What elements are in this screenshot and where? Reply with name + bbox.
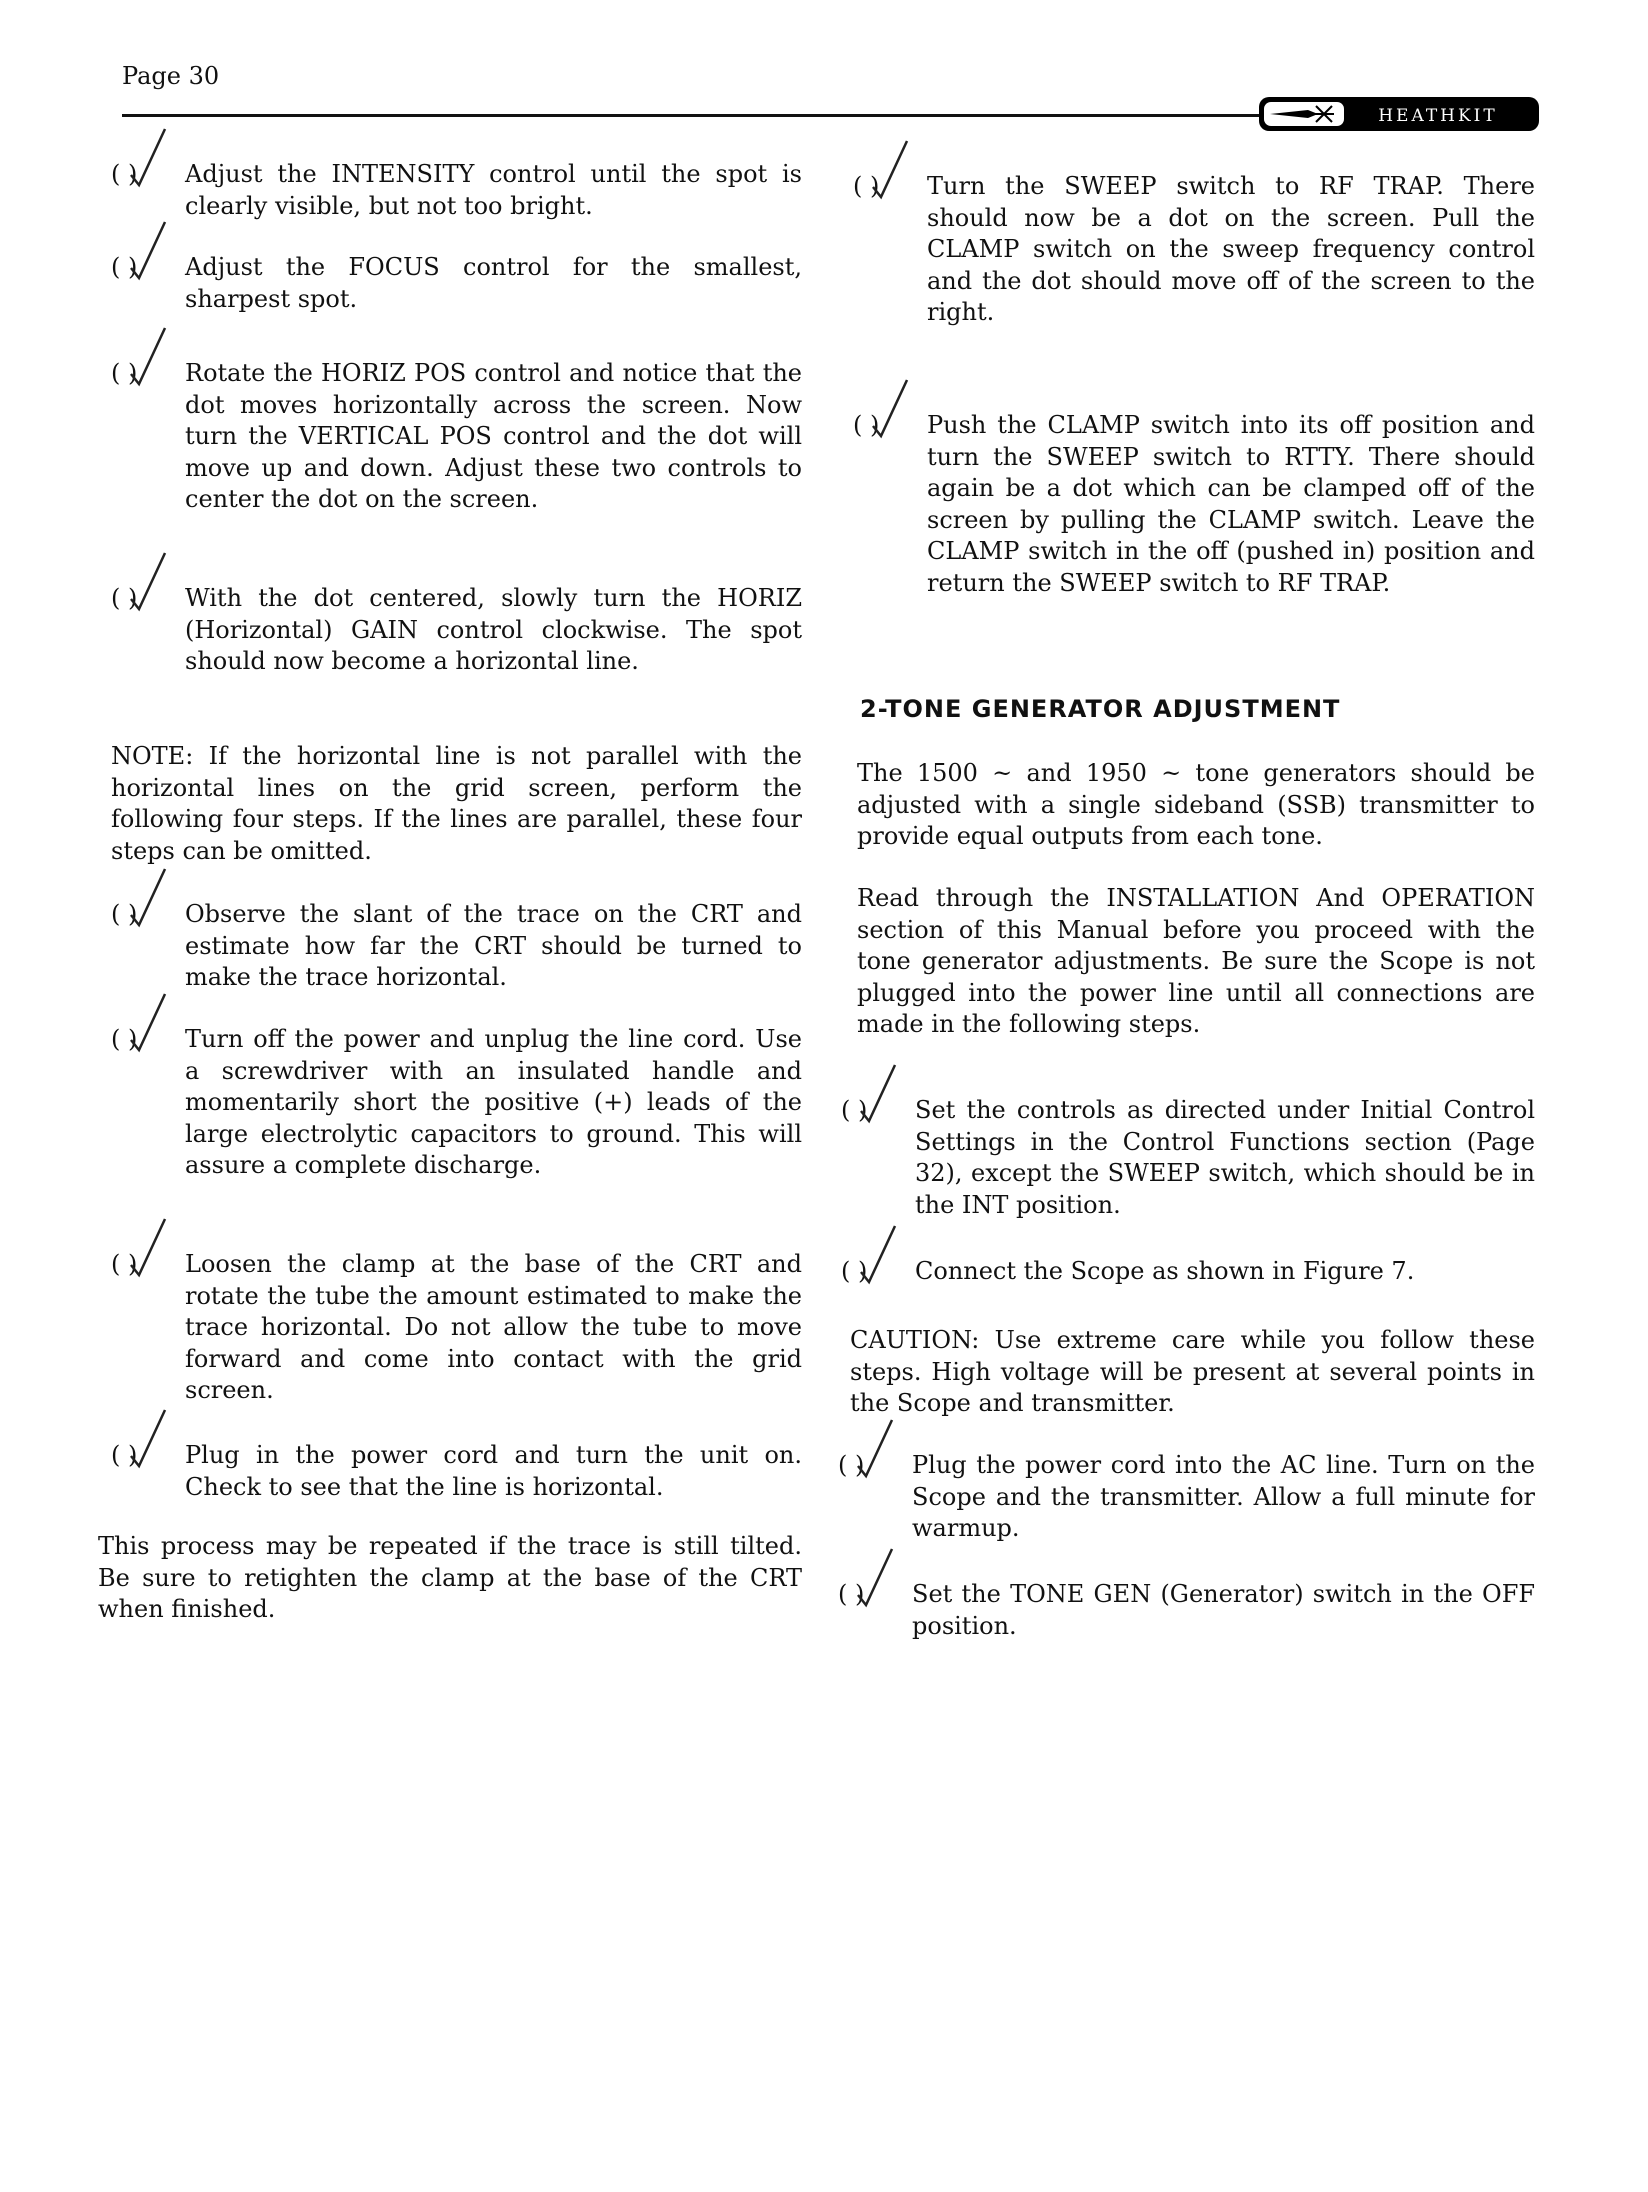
checkmark-icon — [119, 1406, 169, 1472]
step-text: Turn off the power and unplug the line cord. Use a screwdriver with an insulated handle and momentarily short the positive (+) leads of the large electrolytic capacitors to ground. This will assure a complete discharge. — [185, 1025, 802, 1179]
intro-paragraph: The 1500 ~ and 1950 ~ tone generators should be adjusted with a single sideband (SSB) transmitter to provide equal outputs from each tone. — [857, 759, 1535, 850]
closing-paragraph: This process may be repeated if the trace is still tilted. Be sure to retighten the clamp at the base of the CRT when finished. — [98, 1532, 802, 1623]
checkbox[interactable]: ( ) — [111, 584, 138, 612]
step-text: Set the TONE GEN (Generator) switch in the OFF position. — [912, 1580, 1535, 1640]
heathkit-logo — [1258, 96, 1540, 132]
checkmark-icon — [119, 549, 169, 615]
checkbox[interactable]: ( ) — [111, 1025, 138, 1053]
checkbox[interactable]: ( ) — [853, 411, 880, 439]
step-text: Plug the power cord into the AC line. Turn on the Scope and the transmitter. Allow a full minute for warmup. — [912, 1451, 1535, 1542]
checkbox[interactable]: ( ) — [111, 1441, 138, 1469]
checkmark-icon — [119, 990, 169, 1056]
checkbox[interactable]: ( ) — [111, 160, 138, 188]
step-text: Set the controls as directed under Initial Control Settings in the Control Functions section (Page 32), except the SWEEP switch, which should be in the INT position. — [915, 1096, 1535, 1219]
step-turn-off-power — [111, 1024, 802, 1182]
checkmark-icon — [861, 137, 911, 203]
step-tone-gen-off — [838, 1579, 1535, 1642]
caution-paragraph: CAUTION: Use extreme care while you follow these steps. High voltage will be present at several points in the Scope and transmitter. — [850, 1326, 1535, 1417]
checkbox[interactable]: ( ) — [111, 253, 138, 281]
checkmark-icon — [849, 1061, 899, 1127]
step-connect-scope — [841, 1256, 1535, 1288]
step-text: With the dot centered, slowly turn the HORIZ (Horizontal) GAIN control clockwise. The spot should now become a horizontal line. — [185, 584, 802, 675]
step-plug-in-check — [111, 1440, 802, 1503]
checkmark-icon — [861, 376, 911, 442]
checkbox[interactable]: ( ) — [853, 172, 880, 200]
step-set-controls — [841, 1095, 1535, 1221]
checkbox[interactable]: ( ) — [841, 1096, 868, 1124]
step-adjust-intensity — [111, 159, 802, 222]
section-heading: 2-TONE GENERATOR ADJUSTMENT — [860, 695, 1341, 723]
step-loosen-clamp — [111, 1249, 802, 1407]
checkbox[interactable]: ( ) — [111, 359, 138, 387]
checkmark-icon — [119, 324, 169, 390]
step-text: Adjust the INTENSITY control until the spot is clearly visible, but not too bright. — [185, 160, 802, 220]
step-text: Push the CLAMP switch into its off position and turn the SWEEP switch to RTTY. There should again be a dot which can be clamped off of the screen by pulling the CLAMP switch. Leave the CLAMP switch in the off (pushed in) position and return the SWEEP switch to RF TRAP. — [927, 411, 1535, 597]
step-push-clamp — [853, 410, 1535, 599]
step-sweep-rf-trap — [853, 171, 1535, 329]
checkmark-icon — [846, 1545, 896, 1611]
checkmark-icon — [119, 218, 169, 284]
checkmark-icon — [849, 1222, 899, 1288]
step-observe-slant — [111, 899, 802, 994]
step-text: Turn the SWEEP switch to RF TRAP. There should now be a dot on the screen. Pull the CLAMP switch on the sweep frequency control and the dot should move off of the screen to the right. — [927, 172, 1535, 326]
step-text: Adjust the FOCUS control for the smallest, sharpest spot. — [185, 253, 802, 313]
checkmark-icon — [119, 125, 169, 191]
step-rotate-horiz-pos — [111, 358, 802, 516]
step-horiz-gain — [111, 583, 802, 678]
step-text: Observe the slant of the trace on the CRT and estimate how far the CRT should be turned to make the trace horizontal. — [185, 900, 802, 991]
checkbox[interactable]: ( ) — [838, 1580, 865, 1608]
note-paragraph: NOTE: If the horizontal line is not parallel with the horizontal lines on the grid screen, perform the following four steps. If the lines are parallel, these four steps can be omitted. — [111, 742, 802, 865]
step-text: Connect the Scope as shown in Figure 7. — [915, 1257, 1415, 1285]
read-paragraph: Read through the INSTALLATION And OPERATION section of this Manual before you proceed with the tone generator adjustments. Be sure the Scope is not plugged into the power line until all connections are made in the following steps. — [857, 884, 1535, 1038]
checkmark-icon — [846, 1416, 896, 1482]
checkbox[interactable]: ( ) — [111, 900, 138, 928]
checkbox[interactable]: ( ) — [841, 1257, 868, 1285]
svg-text:HEATHKIT: HEATHKIT — [1378, 106, 1498, 126]
step-adjust-focus — [111, 252, 802, 315]
header-rule — [122, 114, 1262, 117]
step-text: Plug in the power cord and turn the unit on. Check to see that the line is horizontal. — [185, 1441, 802, 1501]
page-number: Page 30 — [122, 62, 220, 90]
checkbox[interactable]: ( ) — [838, 1451, 865, 1479]
checkmark-icon — [119, 865, 169, 931]
step-text: Loosen the clamp at the base of the CRT and rotate the tube the amount estimated to make the trace horizontal. Do not allow the tube to move forward and come into contact with the grid screen. — [185, 1250, 802, 1404]
checkmark-icon — [119, 1215, 169, 1281]
step-text: Rotate the HORIZ POS control and notice that the dot moves horizontally across the screen. Now turn the VERTICAL POS control and the dot will move up and down. Adjust these two controls to center the dot on the screen. — [185, 359, 802, 513]
step-plug-ac-line — [838, 1450, 1535, 1545]
checkbox[interactable]: ( ) — [111, 1250, 138, 1278]
